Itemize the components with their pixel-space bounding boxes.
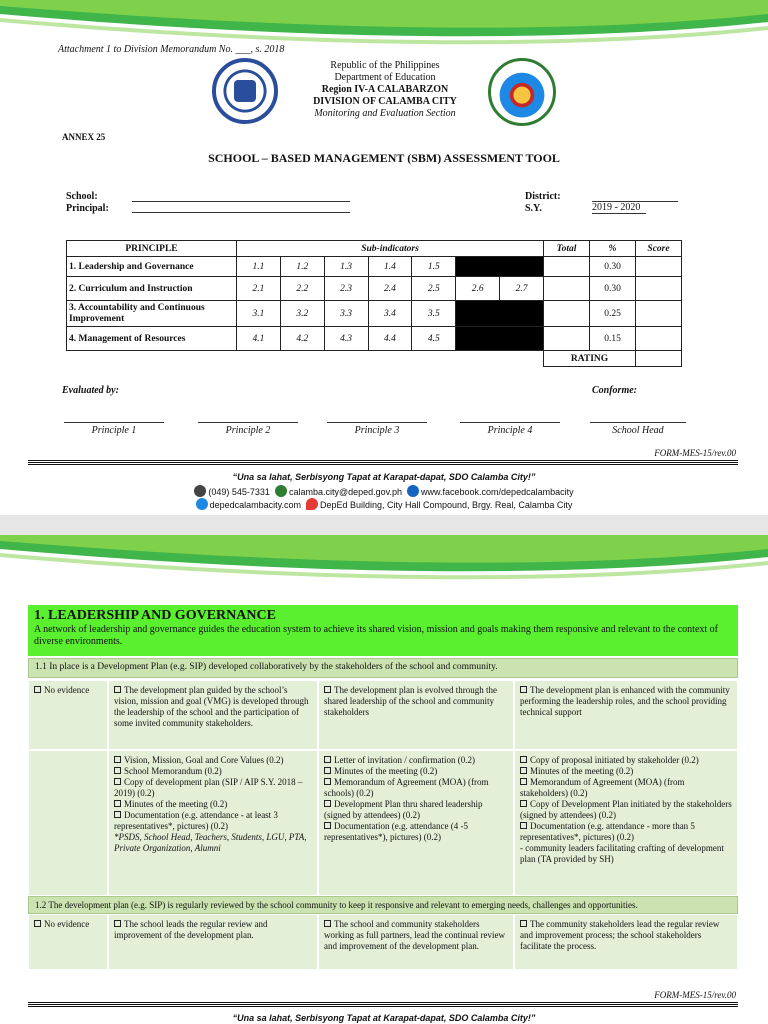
- means-text: School Memorandum (0.2): [124, 766, 222, 776]
- principal-label: Principal:: [66, 203, 109, 214]
- means-item[interactable]: [520, 777, 732, 799]
- region-line: Region IV-A CALABARZON: [321, 84, 449, 95]
- total-cell[interactable]: [544, 327, 590, 351]
- checkbox-icon[interactable]: [114, 767, 121, 774]
- blocked-cell: [456, 301, 544, 327]
- school-field[interactable]: [132, 201, 350, 202]
- section-heading-block: [28, 605, 738, 656]
- total-cell[interactable]: [544, 277, 590, 301]
- principal-field[interactable]: [132, 212, 350, 213]
- checkbox-icon[interactable]: [114, 756, 121, 763]
- sub-cell[interactable]: 4.4: [368, 327, 412, 351]
- checkbox-icon[interactable]: [520, 920, 527, 927]
- score-cell[interactable]: [636, 277, 682, 301]
- level-1-cell[interactable]: [108, 914, 318, 970]
- sub-cell[interactable]: 3.1: [237, 301, 281, 327]
- principle-header: PRINCIPLE: [67, 241, 237, 257]
- sub-cell[interactable]: 4.1: [237, 327, 281, 351]
- form-code: FORM-MES-15/rev.00: [654, 448, 736, 458]
- evaluated-by-label: Evaluated by:: [62, 385, 119, 396]
- blocked-cell: [456, 257, 544, 277]
- email-icon: [275, 485, 287, 497]
- checkbox-icon[interactable]: [114, 811, 121, 818]
- means-note: - community leaders facilitating crafting of development plan (TA provided by SH): [520, 843, 724, 864]
- district-label: District:: [525, 191, 561, 202]
- percent-header: %: [590, 241, 636, 257]
- means-3-cell: [514, 750, 738, 896]
- level-2-cell[interactable]: [318, 914, 514, 970]
- level-0-cell[interactable]: [28, 914, 108, 970]
- section-heading: 1. LEADERSHIP AND GOVERNANCE: [34, 608, 276, 623]
- sy-field[interactable]: 2019 - 2020: [592, 202, 646, 214]
- percent-cell: 0.30: [590, 277, 636, 301]
- means-item[interactable]: [324, 777, 508, 799]
- means-text: Copy of development plan (SIP / AIP S.Y. 2018 – 2019) (0.2): [114, 777, 303, 798]
- footer-divider-page-2: [28, 1001, 738, 1007]
- sub-indicators-header: Sub-indicators: [237, 241, 544, 257]
- total-cell[interactable]: [544, 257, 590, 277]
- footer-motto-page-2: “Una sa lahat, Serbisyong Tapat at Karapat-dapat, SDO Calamba City!”: [232, 1013, 536, 1023]
- percent-cell: 0.25: [590, 301, 636, 327]
- sub-cell[interactable]: 2.2: [280, 277, 324, 301]
- checkbox-icon[interactable]: [324, 686, 331, 693]
- page-title: SCHOOL – BASED MANAGEMENT (SBM) ASSESSMENT TOOL: [208, 151, 560, 165]
- sub-cell[interactable]: 1.2: [280, 257, 324, 277]
- level-3-text: The community stakeholders lead the regular review and improvement process; the school stakeholders facilitate the process.: [520, 919, 720, 951]
- signature-principle-2[interactable]: Principle 2: [198, 422, 298, 436]
- sub-cell[interactable]: 2.4: [368, 277, 412, 301]
- location-pin-icon: [306, 498, 318, 510]
- level-1-text: The school leads the regular review and improvement of the development plan.: [114, 919, 268, 940]
- division-line: DIVISION OF CALAMBA CITY: [313, 96, 457, 107]
- department-line: Department of Education: [334, 72, 436, 83]
- level-2-cell[interactable]: [318, 680, 514, 750]
- means-0-cell: [28, 750, 108, 896]
- conforme-label: Conforme:: [592, 385, 637, 396]
- rating-cell[interactable]: [636, 351, 682, 367]
- level-2-text: The school and community stakeholders working as full partners, lead the continual review and improvement of the development plan.: [324, 919, 505, 951]
- means-item[interactable]: [324, 766, 508, 777]
- means-item[interactable]: [114, 799, 312, 810]
- blocked-cell: [456, 327, 544, 351]
- means-text: Vision, Mission, Goal and Core Values (0.2): [124, 755, 284, 765]
- means-text: Development Plan thru shared leadership (signed by attendees) (0.2): [324, 799, 483, 820]
- sub-cell[interactable]: 1.1: [237, 257, 281, 277]
- means-text: Copy of proposal initiated by stakeholder (0.2): [530, 755, 699, 765]
- level-0-text: No evidence: [44, 919, 90, 929]
- footer-website[interactable]: depedcalambacity.com: [209, 500, 301, 510]
- level-0-cell[interactable]: [28, 680, 108, 750]
- sub-cell[interactable]: 3.4: [368, 301, 412, 327]
- level-0-text: No evidence: [44, 685, 90, 695]
- means-item[interactable]: [520, 799, 732, 821]
- sub-cell[interactable]: 2.6: [456, 277, 500, 301]
- signature-school-head[interactable]: School Head: [590, 422, 686, 436]
- republic-line: Republic of the Philippines: [330, 60, 440, 71]
- header-swoosh: [0, 0, 768, 50]
- sub-cell[interactable]: 2.7: [500, 277, 544, 301]
- means-item[interactable]: [520, 766, 732, 777]
- footer-facebook[interactable]: www.facebook.com/depedcalambacity: [421, 487, 574, 497]
- means-2-cell: [318, 750, 514, 896]
- level-3-cell[interactable]: [514, 914, 738, 970]
- checkbox-icon[interactable]: [520, 756, 527, 763]
- level-3-text: The development plan is enhanced with the community performing the leadership roles, and the school providing technical support: [520, 685, 730, 717]
- means-text: Memorandum of Agreement (MOA) (from schools) (0.2): [324, 777, 489, 798]
- sy-label: S.Y.: [525, 203, 542, 214]
- level-1-text: The development plan guided by the school’s vision, mission and goal (VMG) is developed through the leadership of the school and the participation of some invited community stakeholders.: [114, 685, 309, 728]
- checkbox-icon[interactable]: [114, 800, 121, 807]
- sdo-calamba-seal-icon: [488, 58, 556, 126]
- means-text: Documentation (e.g. attendance (4 -5 representatives*), pictures) (0.2): [324, 821, 468, 842]
- footer-phone: (049) 545-7331: [208, 487, 270, 497]
- means-text: Memorandum of Agreement (MOA) (from stakeholders) (0.2): [520, 777, 685, 798]
- signature-principle-1[interactable]: Principle 1: [64, 422, 164, 436]
- means-text: Minutes of the meeting (0.2): [124, 799, 228, 809]
- percent-cell: 0.15: [590, 327, 636, 351]
- checkbox-icon[interactable]: [520, 767, 527, 774]
- principle-3-name: 3. Accountability and Continuous Improvement: [67, 301, 237, 327]
- phone-icon: [194, 485, 206, 497]
- sub-cell[interactable]: 3.3: [324, 301, 368, 327]
- score-cell[interactable]: [636, 257, 682, 277]
- sub-cell[interactable]: 1.4: [368, 257, 412, 277]
- facebook-icon: [407, 485, 419, 497]
- section-description: A network of leadership and governance guides the education system to achieve its shared vision, mission and goals making them responsive and relevant to the context of diverse environments.: [34, 624, 718, 647]
- deped-seal-icon: [212, 58, 278, 124]
- means-1-cell: [108, 750, 318, 896]
- letterhead: [280, 60, 490, 120]
- checkbox-icon[interactable]: [114, 920, 121, 927]
- score-cell[interactable]: [636, 301, 682, 327]
- sub-cell[interactable]: 4.2: [280, 327, 324, 351]
- sub-cell[interactable]: 2.3: [324, 277, 368, 301]
- footer-contacts-row1: [0, 485, 768, 497]
- footer-address: DepEd Building, City Hall Compound, Brgy. Real, Calamba City: [319, 500, 573, 510]
- sbm-score-table: [66, 240, 682, 367]
- globe-icon: [196, 498, 208, 510]
- checkbox-icon[interactable]: [324, 800, 331, 807]
- score-cell[interactable]: [636, 327, 682, 351]
- checkbox-icon[interactable]: [34, 920, 41, 927]
- means-item[interactable]: [114, 777, 312, 799]
- sub-cell[interactable]: 3.2: [280, 301, 324, 327]
- means-text: Documentation (e.g. attendance - more than 5 representatives*, pictures) (0.2): [520, 821, 695, 842]
- means-item[interactable]: [324, 799, 508, 821]
- rating-spacer: [67, 351, 544, 367]
- annex-label: ANNEX 25: [62, 132, 106, 142]
- footer-contacts-row2: [0, 498, 768, 510]
- section-line: Monitoring and Evaluation Section: [314, 108, 456, 119]
- means-text: Minutes of the meeting (0.2): [530, 766, 634, 776]
- means-item[interactable]: [520, 821, 732, 843]
- means-text: Copy of Development Plan initiated by the stakeholders (signed by attendees) (0.2): [520, 799, 732, 820]
- level-3-cell[interactable]: [514, 680, 738, 750]
- sub-cell[interactable]: 3.5: [412, 301, 456, 327]
- means-item[interactable]: [324, 755, 508, 766]
- checkbox-icon[interactable]: [324, 756, 331, 763]
- indicator-1-1: 1.1 In place is a Development Plan (e.g. SIP) developed collaboratively by the stakeholders of the school and community.: [28, 658, 738, 678]
- total-cell[interactable]: [544, 301, 590, 327]
- sub-cell[interactable]: 1.3: [324, 257, 368, 277]
- checkbox-icon[interactable]: [520, 686, 527, 693]
- principle-1-name: 1. Leadership and Governance: [67, 257, 237, 277]
- score-header: Score: [636, 241, 682, 257]
- checkbox-icon[interactable]: [324, 778, 331, 785]
- means-item[interactable]: [324, 821, 508, 843]
- sub-cell[interactable]: 2.5: [412, 277, 456, 301]
- means-text: Documentation (e.g. attendance - at least 3 representatives*, pictures) (0.2): [114, 810, 278, 831]
- checkbox-icon[interactable]: [114, 686, 121, 693]
- form-code-page-2: FORM-MES-15/rev.00: [654, 990, 736, 1000]
- sub-cell[interactable]: 1.5: [412, 257, 456, 277]
- indicator-1-2: 1.2 The development plan (e.g. SIP) is regularly reviewed by the school community to keep it responsive and relevant to emerging needs, challenges and opportunities.: [28, 896, 738, 914]
- page-gap: [0, 515, 768, 535]
- school-label: School:: [66, 191, 98, 202]
- signature-principle-4[interactable]: Principle 4: [460, 422, 560, 436]
- checkbox-icon[interactable]: [324, 767, 331, 774]
- footer-motto: “Una sa lahat, Serbisyong Tapat at Karapat-dapat, SDO Calamba City!”: [232, 472, 536, 482]
- rating-label: RATING: [544, 351, 636, 367]
- means-note: *PSDS, School Head, Teachers, Students, LGU, PTA, Private Organization, Alumni: [114, 832, 307, 853]
- sub-cell[interactable]: 4.3: [324, 327, 368, 351]
- sub-cell[interactable]: 2.1: [237, 277, 281, 301]
- means-text: Letter of invitation / confirmation (0.2): [334, 755, 475, 765]
- sub-cell[interactable]: 4.5: [412, 327, 456, 351]
- checkbox-icon[interactable]: [324, 822, 331, 829]
- footer-email[interactable]: calamba.city@deped.gov.ph: [288, 487, 402, 497]
- percent-cell: 0.30: [590, 257, 636, 277]
- principle-2-name: 2. Curriculum and Instruction: [67, 277, 237, 301]
- checkbox-icon[interactable]: [520, 822, 527, 829]
- signature-principle-3[interactable]: Principle 3: [327, 422, 427, 436]
- footer-divider: [28, 459, 738, 465]
- checkbox-icon[interactable]: [520, 800, 527, 807]
- checkbox-icon[interactable]: [34, 686, 41, 693]
- total-header: Total: [544, 241, 590, 257]
- means-item[interactable]: [114, 755, 312, 766]
- checkbox-icon[interactable]: [114, 778, 121, 785]
- checkbox-icon[interactable]: [520, 778, 527, 785]
- checkbox-icon[interactable]: [324, 920, 331, 927]
- header-swoosh: [0, 535, 768, 585]
- means-item[interactable]: [114, 810, 312, 832]
- means-text: Minutes of the meeting (0.2): [334, 766, 438, 776]
- attachment-note: Attachment 1 to Division Memorandum No. ___, s. 2018: [58, 44, 285, 55]
- level-1-cell[interactable]: [108, 680, 318, 750]
- level-2-text: The development plan is evolved through the shared leadership of the school and community stakeholders: [324, 685, 497, 717]
- means-item[interactable]: [520, 755, 732, 766]
- principle-4-name: 4. Management of Resources: [67, 327, 237, 351]
- means-item[interactable]: [114, 766, 312, 777]
